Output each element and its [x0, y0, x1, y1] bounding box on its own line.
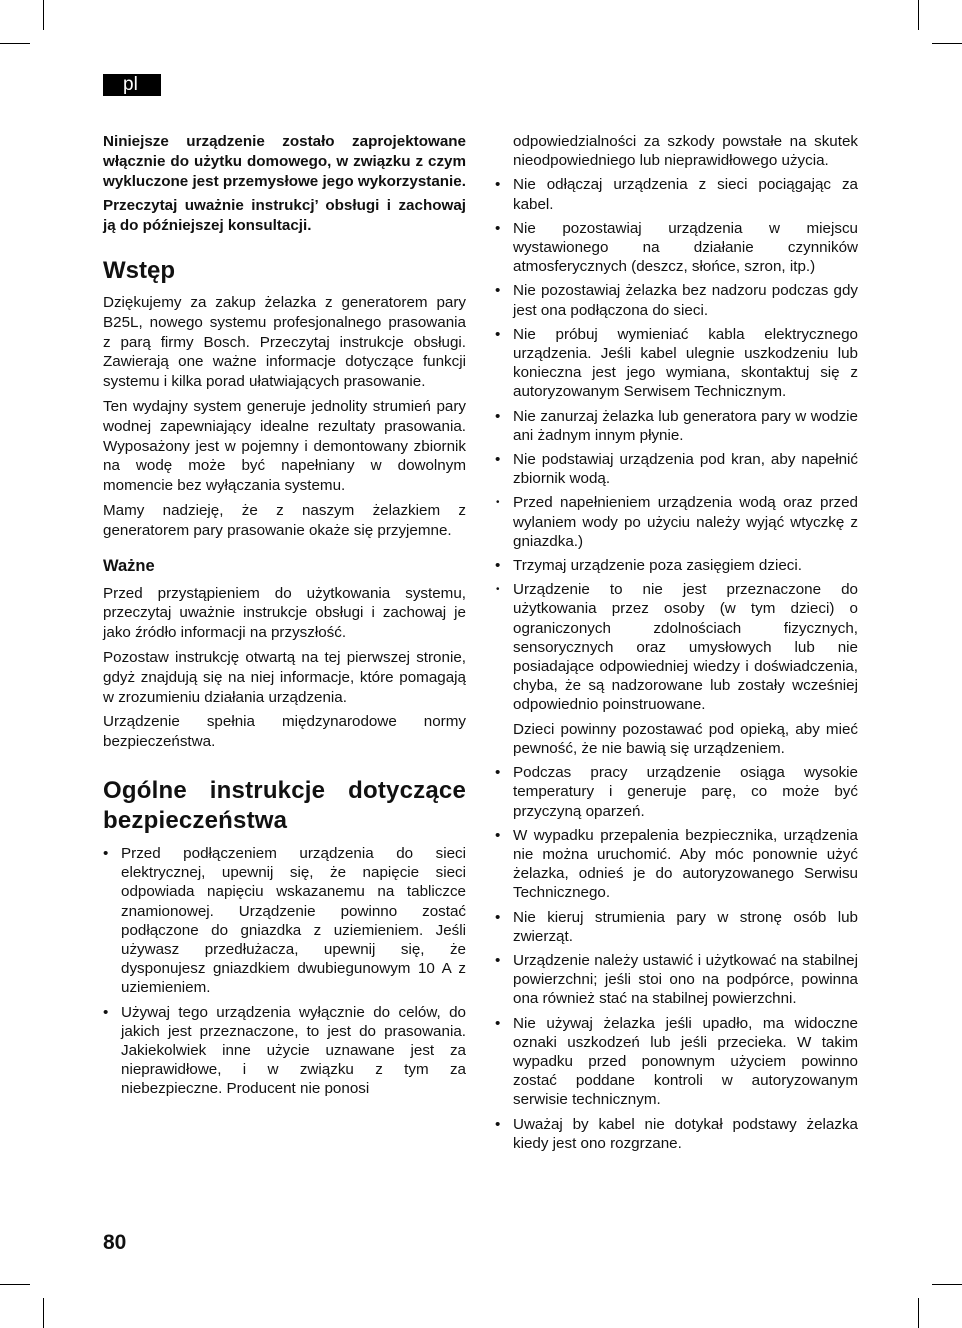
list-item-text: Nie pozostawiaj żelazka bez nadzoru podczas gdy jest ona podłączona do sieci.: [513, 282, 858, 319]
intro-paragraph: Niniejsze urządzenie zostało zaprojektowane włącznie do użytku domowego, w związku z czym wykluczone jest przemysłowe jego wykorzystanie.: [103, 133, 466, 190]
right-column: [495, 132, 858, 1158]
bullet-icon: •: [495, 176, 501, 194]
list-item: [495, 407, 858, 445]
list-item-text: Nie kieruj strumienia pary w stronę osób lub zwierząt.: [513, 908, 858, 945]
bullet-icon: •: [495, 219, 501, 237]
crop-mark: [43, 1298, 44, 1328]
list-item-text: Podczas pracy urządzenie osiąga wysokie temperatury i generuje parę, co może być przyczyną oparzeń.: [513, 764, 858, 820]
list-item: [495, 1014, 858, 1110]
list-item: [495, 493, 858, 551]
wazne-paragraph: Pozostaw instrukcję otwartą na tej pierwszej stronie, gdyż znajdują się na niej informacje, które pomagają w zrozumieniu działania urządzenia.: [103, 648, 466, 706]
list-item-continuation: odpowiedzialności za szkody powstałe na skutek nieodpowiedniego lub nieprawidłowego użycia.: [513, 133, 858, 170]
safety-list-left: [103, 844, 466, 1099]
list-item-text: Nie próbuj wymieniać kabla elektrycznego urządzenia. Jeśli kabel ulegnie uszkodzeniu lub konieczna jest jego wymiana, skontaktuj się z autoryzowanym Serwisem Technicznym.: [513, 325, 858, 401]
page-number: 80: [103, 1231, 127, 1254]
list-item-text: Nie odłączaj urządzenia z sieci pociągając za kabel.: [513, 176, 858, 213]
bullet-icon: •: [495, 325, 501, 343]
children-note: Dzieci powinny pozostawać pod opieką, aby mieć pewność, że nie bawią się urządzeniem.: [513, 720, 858, 757]
bullet-icon: •: [495, 557, 501, 575]
wstep-paragraph: Dziękujemy za zakup żelazka z generatorem pary B25L, nowego systemu profesjonalnego prasowania z parą firmy Bosch. Przeczytaj instrukcje obsługi. Zawierają one ważne informacje dotyczące funkcji systemu i kilka porad ułatwiających prasowanie.: [103, 293, 466, 391]
wazne-paragraph: Urządzenie spełnia międzynarodowe normy bezpieczeństwa.: [103, 713, 466, 751]
bullet-icon: •: [495, 826, 501, 844]
section-title-wazne: Ważne: [103, 556, 155, 575]
crop-mark: [0, 1284, 30, 1285]
list-item-text: Nie podstawiaj urządzenia pod kran, aby napełnić zbiornik wodą.: [513, 451, 858, 488]
list-item: [495, 556, 858, 575]
list-item: [103, 1003, 466, 1099]
bullet-icon: •: [496, 497, 500, 509]
bullet-icon: •: [496, 584, 500, 596]
safety-list-right: [495, 175, 858, 1153]
list-item: [495, 908, 858, 946]
wazne-paragraph: Przed przystąpieniem do użytkowania systemu, przeczytaj uważnie instrukcje obsługi i zachowaj je jako źródło informacji na przyszłość.: [103, 584, 466, 642]
list-item: [495, 175, 858, 213]
bullet-icon: •: [103, 844, 109, 862]
bullet-icon: •: [495, 451, 501, 469]
list-item-text: Urządzenie to nie jest przeznaczone do użytkowania przez osoby (w tym dzieci) o ograniczonych zdolnościach fizycznych, sensorycznych oraz umysłowych lub nie posiadające odpowiedniej wiedzy i doświadczenia, chyba, że są nadzorowane lub zostały wcześniej odpowiednio poinstruowane.: [513, 581, 858, 714]
list-item: [495, 1115, 858, 1153]
list-item-text: Przed podłączeniem urządzenia do sieci elektrycznej, upewnij się, że napięcie sieci odpowiada napięciu wskazanemu na tabliczce znamionowej. Urządzenie powinno zostać podłączone do gniazdka z uziemieniem. Jeśli używasz przedłużacza, upewnij się, że dysponujesz gniazdkiem dwubiegunowym 10 A z uziemieniem.: [121, 844, 466, 997]
list-item-text: Nie pozostawiaj urządzenia w miejscu wystawionego na działanie czynników atmosferycznych (deszcz, słońce, szron, itp.): [513, 219, 858, 276]
section-title-safety: Ogólne instrukcje dotyczące bezpieczeństwa: [103, 776, 466, 834]
list-item: [495, 450, 858, 488]
wstep-paragraph: Mamy nadzieję, że z naszym żelazkiem z generatorem pary prasowanie okaże się przyjemne.: [103, 501, 466, 539]
list-item-text: Urządzenie należy ustawić i użytkować na stabilnej powierzchni; jeśli stoi ono na podpórce, powinna ona również stać na stabilnej powierzchni.: [513, 951, 858, 1008]
list-item: [495, 219, 858, 277]
crop-mark: [932, 43, 962, 44]
language-tab: pl: [103, 74, 161, 96]
list-item-text: W wypadku przepalenia bezpiecznika, urządzenia nie można uruchomić. Aby móc ponownie użyć żelazka, odnieś je do autoryzowanego Serwisu Technicznego.: [513, 826, 858, 902]
list-item-text: Przed napełnieniem urządzenia wodą oraz przed wylaniem wody po użyciu należy wyjąć wtyczkę z gniazdka.): [513, 494, 858, 550]
bullet-icon: •: [495, 1014, 501, 1032]
intro-paragraph: Przeczytaj uważnie instrukcj’ obsługi i zachowaj ją do późniejszej konsultacji.: [103, 197, 466, 235]
crop-mark: [918, 0, 919, 30]
list-item: [495, 951, 858, 1009]
list-item-text: Nie używaj żelazka jeśli upadło, ma widoczne oznaki uszkodzeń lub jeśli przecieka. W takim wypadku przed ponownym użyciem powinno zostać poddane kontroli w autoryzowanym serwisie technicznym.: [513, 1014, 858, 1109]
bullet-icon: •: [495, 407, 501, 425]
bullet-icon: •: [495, 282, 501, 300]
left-column: [103, 132, 466, 1104]
list-item: [495, 281, 858, 319]
bullet-icon: •: [103, 1003, 109, 1021]
list-item: [495, 826, 858, 903]
list-item: [495, 580, 858, 758]
bullet-icon: •: [495, 908, 501, 926]
list-item-text: Używaj tego urządzenia wyłącznie do celów, do jakich jest przeznaczone, to jest do prasowania. Jakiekolwiek inne użycie uznawane jest za nieprawidłowe, i w związku z tym za niebezpieczne. Producent nie ponosi: [121, 1003, 466, 1098]
crop-mark: [0, 43, 30, 44]
list-item: [495, 325, 858, 402]
list-item: [495, 763, 858, 821]
list-item-text: Trzymaj urządzenie poza zasięgiem dzieci.: [513, 557, 802, 575]
crop-mark: [43, 0, 44, 30]
bullet-icon: •: [495, 764, 501, 782]
list-item-text: Uważaj by kabel nie dotykał podstawy żelazka kiedy jest ono rozgrzane.: [513, 1115, 858, 1152]
list-item: [103, 844, 466, 998]
crop-mark: [932, 1284, 962, 1285]
list-item-text: Nie zanurzaj żelazka lub generatora pary w wodzie ani żadnym innym płynie.: [513, 407, 858, 444]
crop-mark: [918, 1298, 919, 1328]
section-title-wstep: Wstęp: [103, 256, 175, 284]
bullet-icon: •: [495, 951, 501, 969]
wstep-paragraph: Ten wydajny system generuje jednolity strumień pary wodnej zapewniający idealne rezultaty prasowania. Wyposażony jest w pojemny i demontowany zbiornik na wodę może być napełniany w dowolnym momencie bez wyłączania systemu.: [103, 397, 466, 495]
bullet-icon: •: [495, 1115, 501, 1133]
